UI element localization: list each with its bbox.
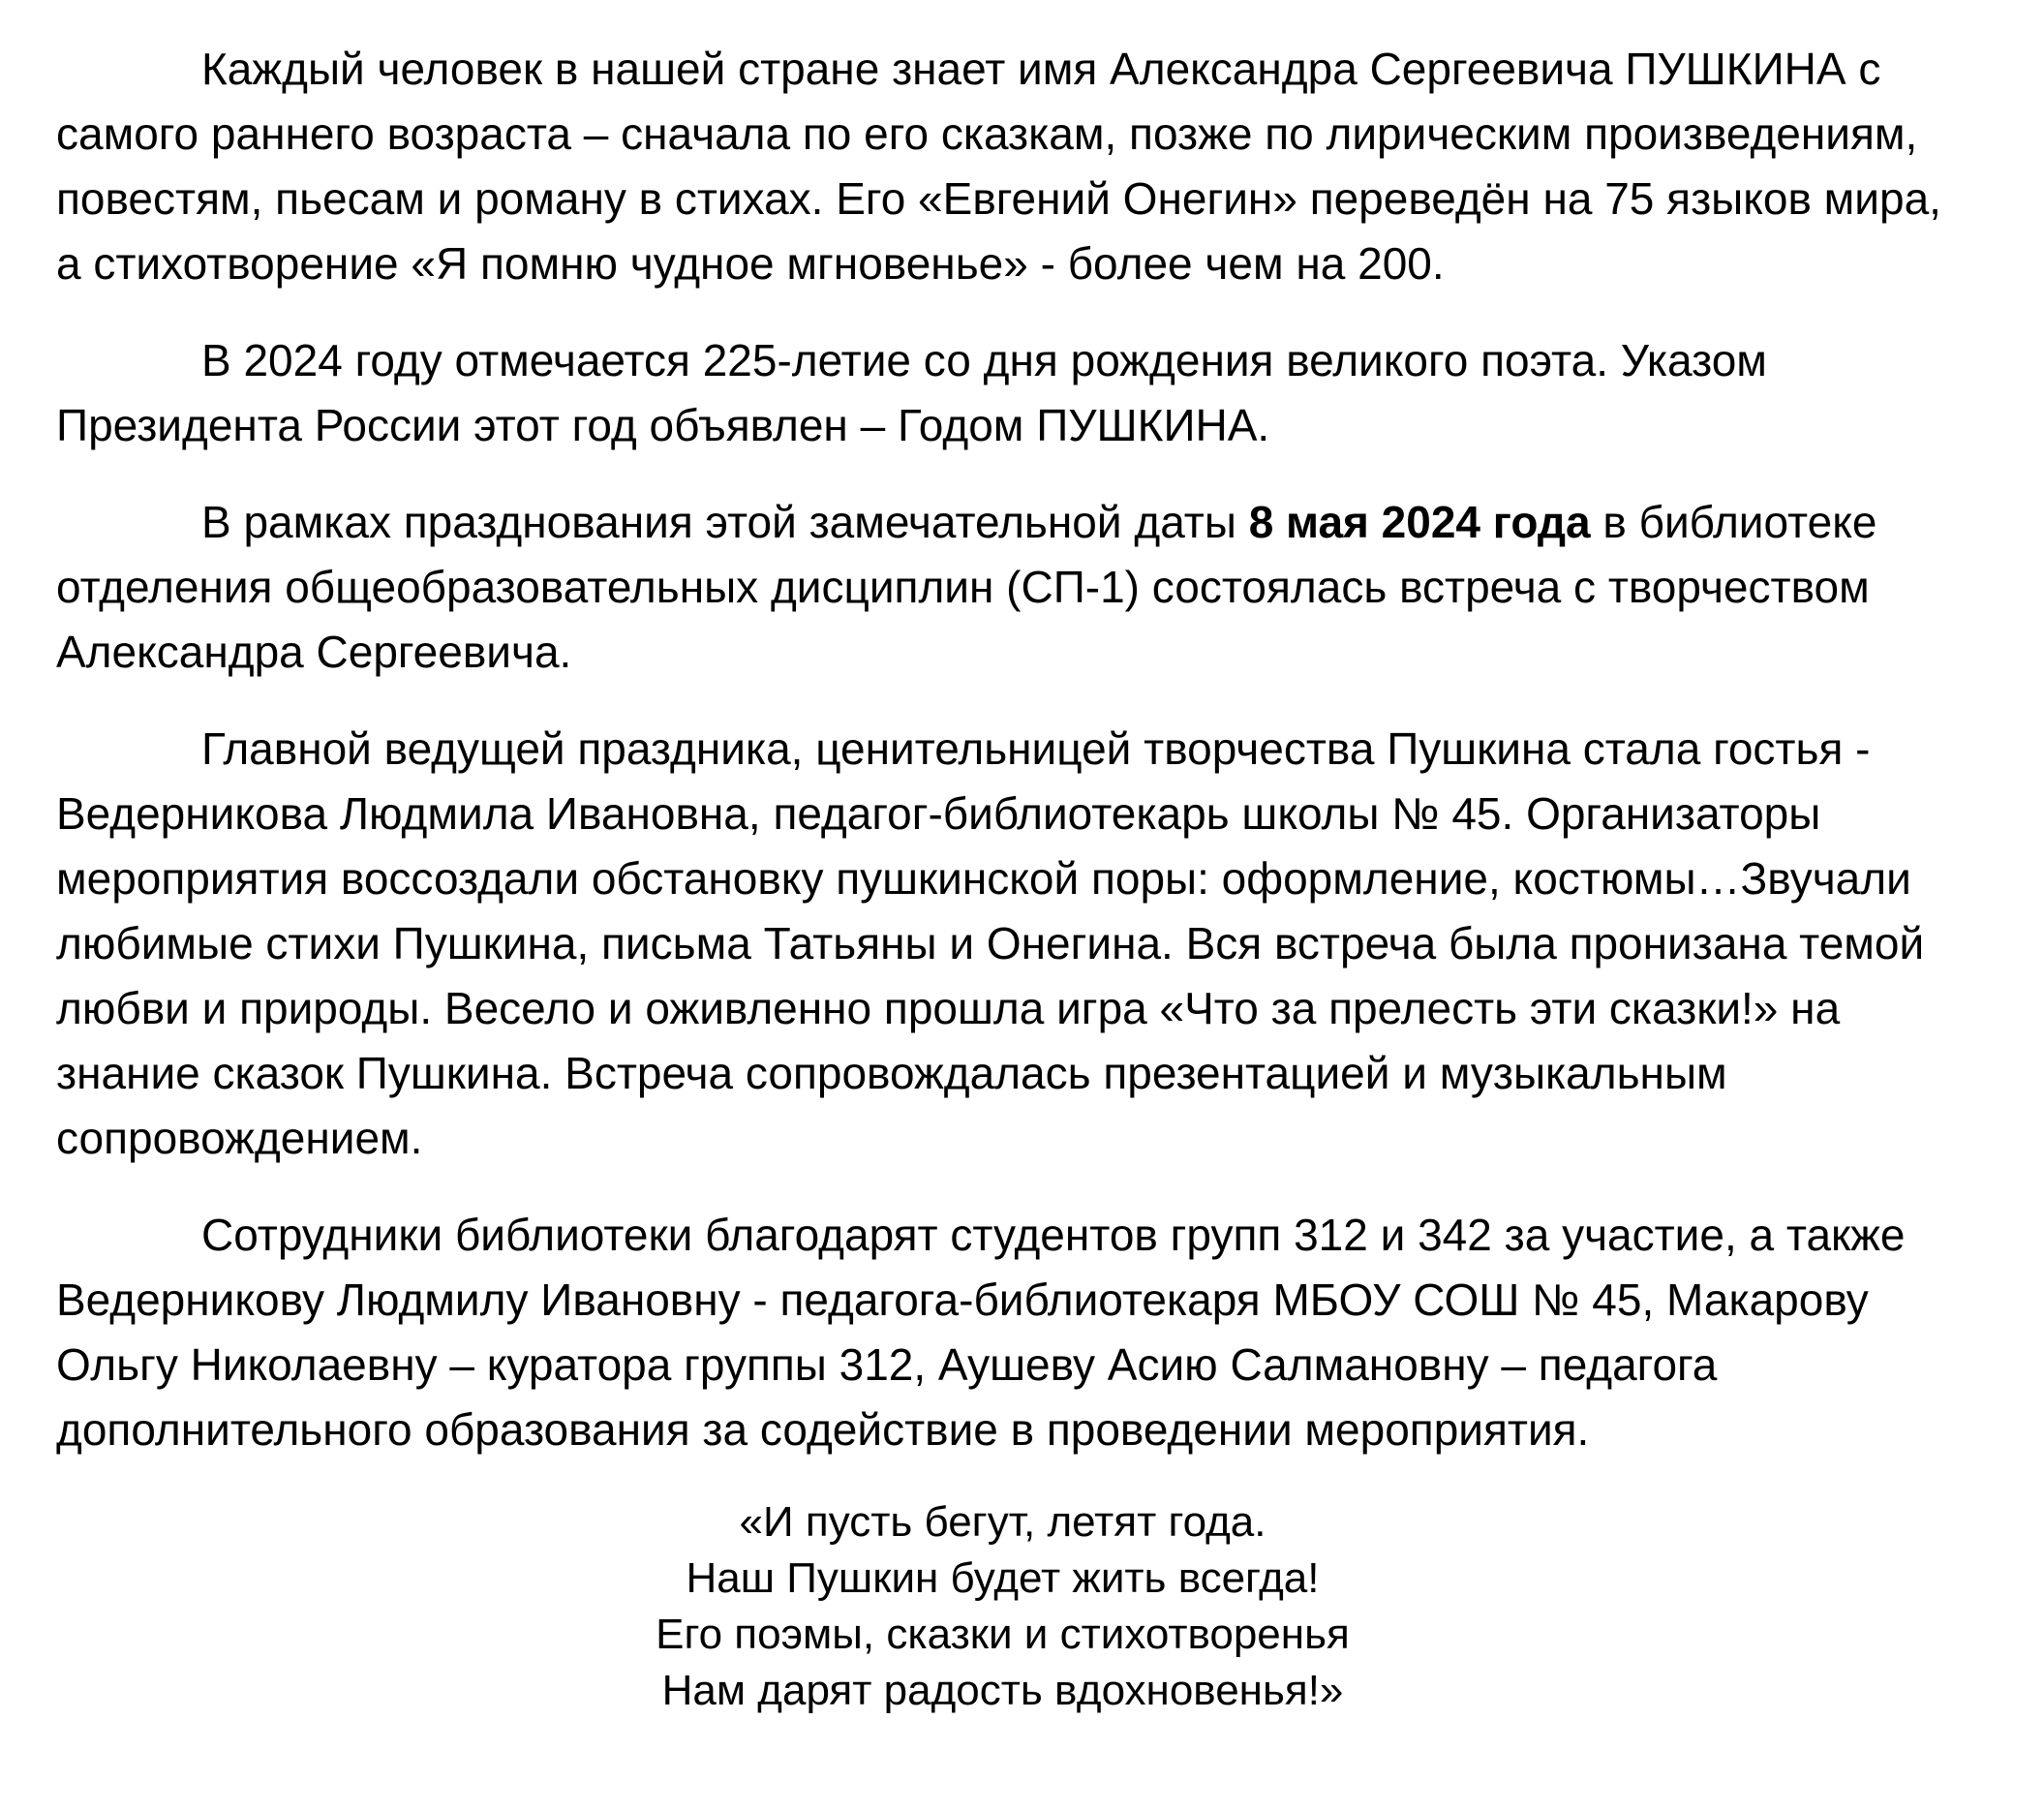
verse-line: «И пусть бегут, летят года. <box>739 1498 1266 1546</box>
event-date: 8 мая 2024 года <box>1248 497 1591 547</box>
closing-verse <box>56 1494 1949 1719</box>
verse-line: Его поэмы, сказки и стихотворенья <box>656 1611 1350 1658</box>
paragraph-thanks: Сотрудники библиотеки благодарят студентов групп 312 и 342 за участие, а также Ведерникову Людмилу Ивановну - педагога-библиотекаря МБОУ СОШ № 45, Макарову Ольгу Николаевну – куратора группы 312, Аушеву Асию Салмановну – педагога дополнительного образования за содействие в проведении мероприятия. <box>56 1210 1906 1455</box>
paragraph-anniversary: В 2024 году отмечается 225-летие со дня рождения великого поэта. Указом Президента России этот год объявлен – Годом ПУШКИНА. <box>56 335 1767 450</box>
document-page <box>56 37 1949 1719</box>
verse-line: Наш Пушкин будет жить всегда! <box>686 1554 1320 1602</box>
paragraph-event-before: В рамках празднования этой замечательной даты <box>201 497 1249 547</box>
paragraph-host: Главной ведущей праздника, ценительницей творчества Пушкина стала гостья - Ведерникова Людмила Ивановна, педагог-библиотекарь школы № 45. Организаторы мероприятия воссоздали обстановку пушкинской поры: оформление, костюмы…Звучали любимые стихи Пушкина, письма Татьяны и Онегина. Вся встреча была пронизана темой любви и природы. Весело и оживленно прошла игра «Что за прелесть эти сказки!» на знание сказок Пушкина. Встреча сопровождалась презентацией и музыкальным сопровождением. <box>56 723 1925 1163</box>
verse-line: Нам дарят радость вдохновенья!» <box>661 1667 1344 1714</box>
paragraph-intro: Каждый человек в нашей стране знает имя Александра Сергеевича ПУШКИНА с самого раннего возраста – сначала по его сказкам, позже по лирическим произведениям, повестям, пьесам и роману в стихах. Его «Евгений Онегин» переведён на 75 языков мира, а стихотворение «Я помню чудное мгновенье» - более чем на 200. <box>56 44 1941 289</box>
paragraph-event <box>56 490 1949 685</box>
paragraph-event-after: в библиотеке отделения общеобразовательных дисциплин (СП-1) состоялась встреча с творчеством Александра Сергеевича. <box>56 497 1877 677</box>
